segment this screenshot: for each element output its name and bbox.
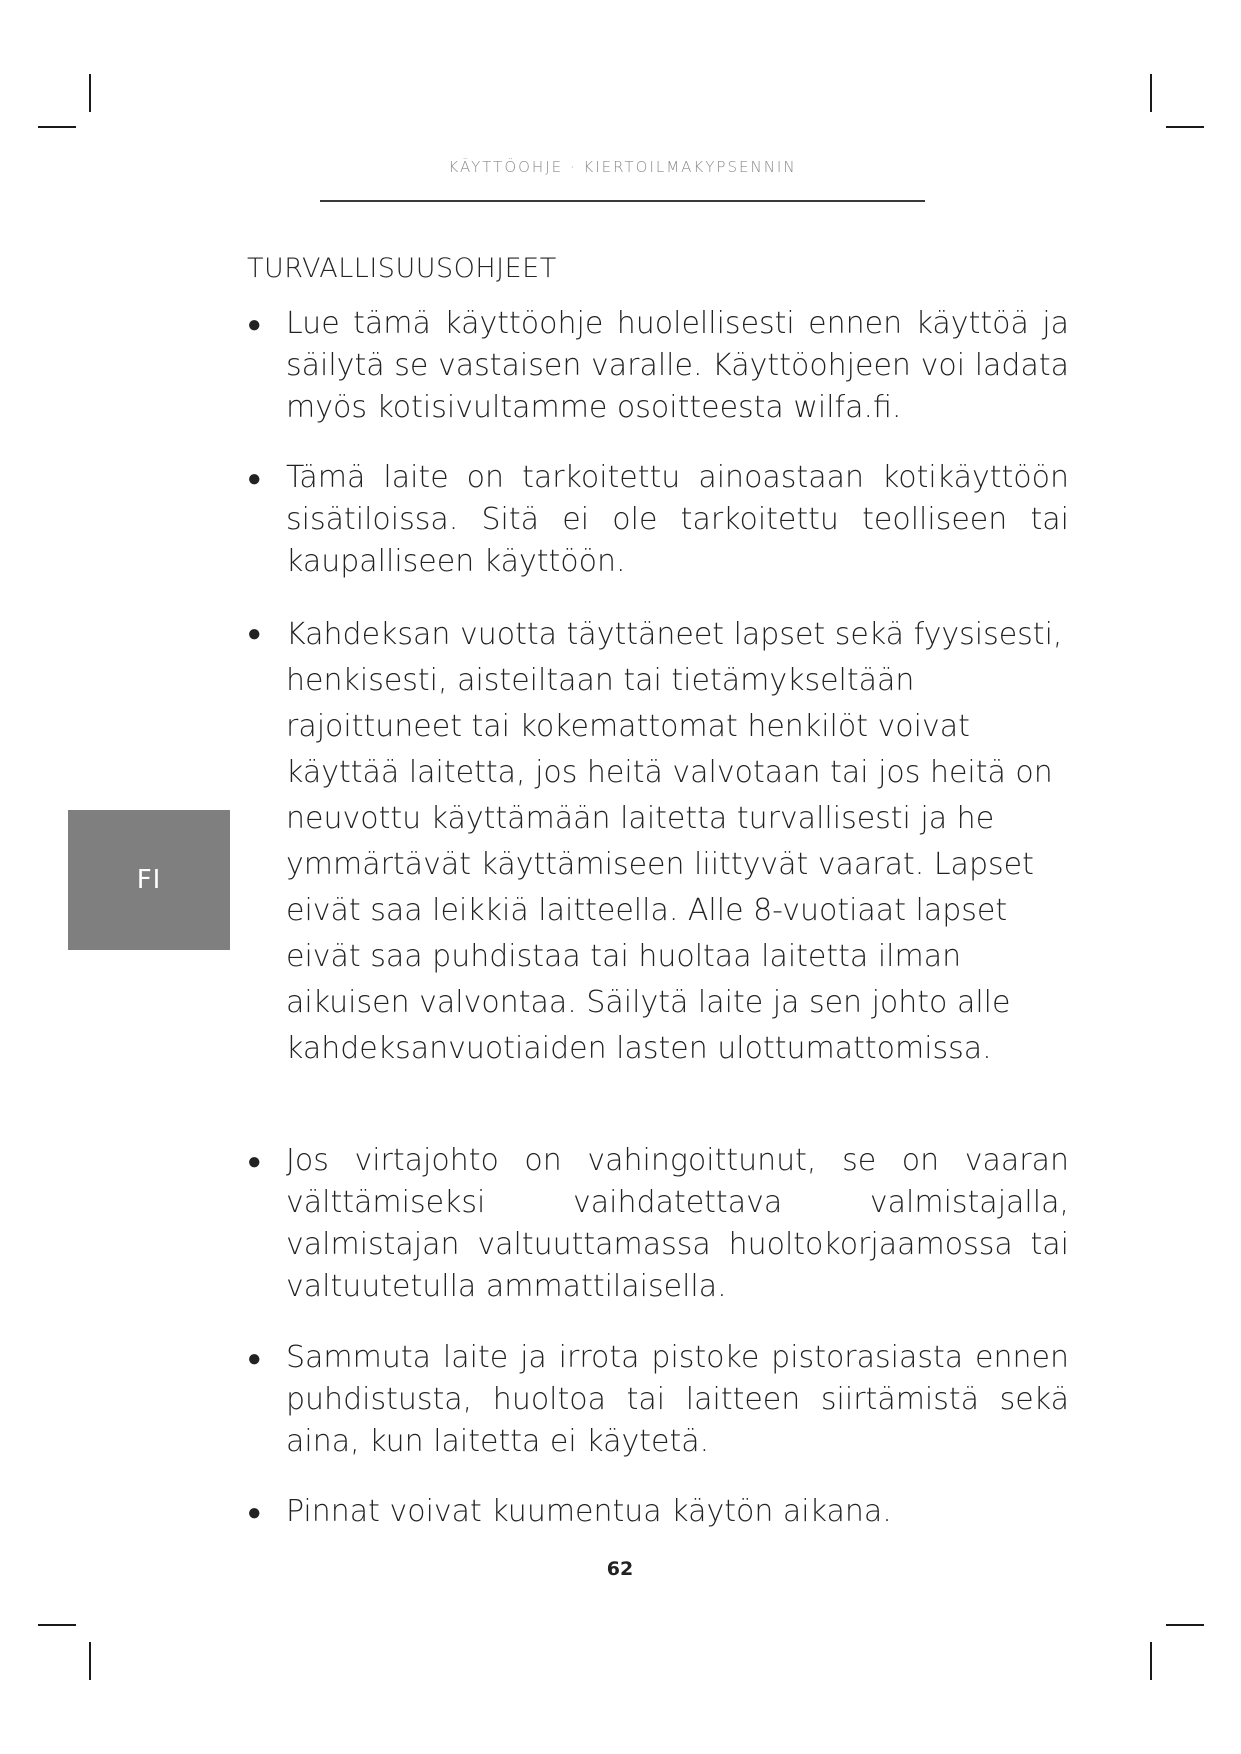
safety-item-text: Sammuta laite ja irrota pistoke pistorasiasta ennen puhdistusta, huoltoa tai laitteen siirtämistä sekä aina, kun laitetta ei käytetä. [286,1340,1069,1459]
safety-item-text: Pinnat voivat kuumentua käytön aikana. [286,1494,892,1529]
header-rule [320,200,925,202]
safety-item-5 [247,1337,1069,1463]
language-code: FI [136,865,162,895]
safety-item-text: Jos virtajohto on vahingoittunut, se on vaaran välttämiseksi vaihdatettava valmistajalla, valmistajan valtuuttamassa huoltokorjaamossa tai valtuutetulla ammattilaisella. [286,1143,1069,1304]
page-number: 62 [606,1558,634,1580]
safety-item-text: Kahdeksan vuotta täyttäneet lapset sekä fyysisesti, henkisesti, aisteiltaan tai tietämykseltään rajoittuneet tai kokemattomat henkilöt voivat käyttää laitetta, jos heitä valvotaan tai jos heitä on neuvottu käyttämään laitetta turvallisesti ja he ymmärtävät käyttämiseen liittyvät vaarat. Lapset eivät saa leikkiä laitteella. Alle 8-vuotiaat lapset eivät saa puhdistaa tai huoltaa laitetta ilman aikuisen valvontaa. Säilytä laite ja sen johto alle kahdeksanvuotiaiden lasten ulottumattomissa. [286,617,1063,1066]
crop-mark-top-right-vertical [1150,74,1152,112]
bullet-icon: ● [247,1344,262,1372]
crop-mark-top-left-vertical [89,74,91,112]
section-title: TURVALLISUUSOHJEET [247,253,557,284]
crop-mark-bottom-left-horizontal [38,1624,76,1626]
safety-item-2 [247,457,1069,583]
crop-mark-bottom-right-horizontal [1166,1624,1204,1626]
crop-mark-bottom-left-vertical [89,1642,91,1680]
crop-mark-top-right-horizontal [1166,126,1204,128]
bullet-icon: ● [247,464,262,492]
language-tab [68,810,230,950]
safety-item-text: Tämä laite on tarkoitettu ainoastaan kotikäyttöön sisätiloissa. Sitä ei ole tarkoitettu teolliseen tai kaupalliseen käyttöön. [286,460,1069,579]
safety-item-4 [247,1140,1069,1308]
safety-item-6 [247,1491,1069,1533]
safety-item-1 [247,303,1069,429]
running-header: KÄYTTÖOHJE · KIERTOILMAKYPSENNIN [448,158,797,176]
safety-item-text: Lue tämä käyttöohje huolellisesti ennen käyttöä ja säilytä se vastaisen varalle. Käyttöohjeen voi ladata myös kotisivultamme osoitteesta wilfa.fi. [286,306,1069,425]
bullet-icon: ● [247,1498,262,1526]
bullet-icon: ● [247,619,262,647]
bullet-icon: ● [247,1147,262,1175]
safety-item-3 [247,612,1069,1072]
crop-mark-top-left-horizontal [38,126,76,128]
bullet-icon: ● [247,310,262,338]
crop-mark-bottom-right-vertical [1150,1642,1152,1680]
